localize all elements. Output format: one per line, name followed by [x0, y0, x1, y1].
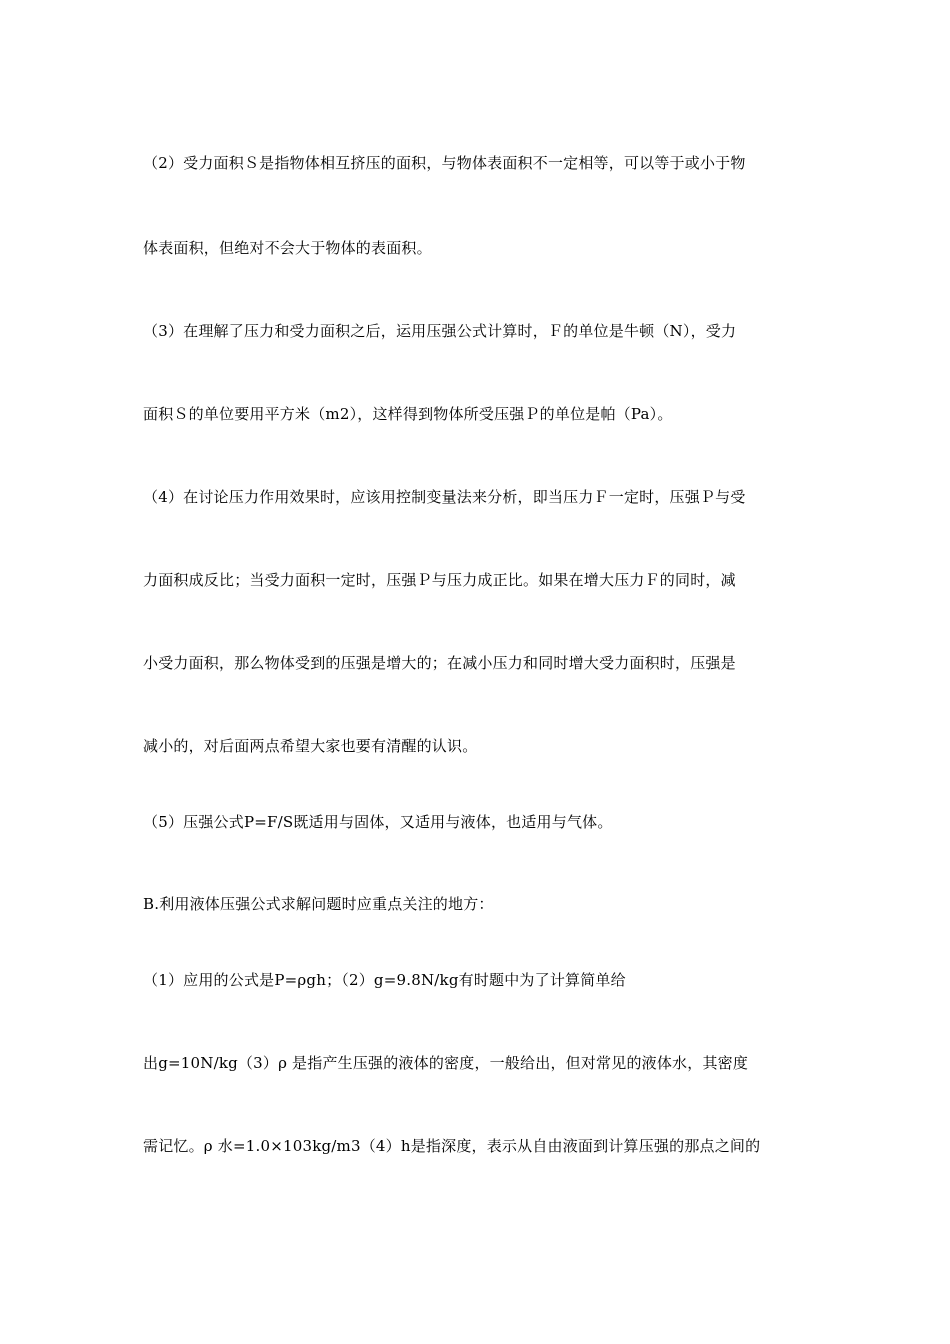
- paragraph-line: （2）受力面积Ｓ是指物体相互挤压的面积，与物体表面积不一定相等，可以等于或小于物: [143, 154, 746, 172]
- paragraph-line: 体表面积，但绝对不会大于物体的表面积。: [143, 239, 432, 257]
- paragraph-line: 减小的，对后面两点希望大家也要有清醒的认识。: [143, 737, 478, 755]
- paragraph-line: （3）在理解了压力和受力面积之后，运用压强公式计算时，Ｆ的单位是牛顿（N），受力: [143, 322, 737, 340]
- section-heading: B.利用液体压强公式求解问题时应重点关注的地方：: [143, 895, 494, 913]
- paragraph-line: 力面积成反比；当受力面积一定时，压强Ｐ与压力成正比。如果在增大压力Ｆ的同时，减: [143, 571, 736, 589]
- paragraph-line: 需记忆。ρ 水=1.0×103kg/m3（4）h是指深度，表示从自由液面到计算压强的那点之间的: [143, 1137, 761, 1155]
- paragraph-line: （4）在讨论压力作用效果时，应该用控制变量法来分析，即当压力Ｆ一定时，压强Ｐ与受: [143, 488, 746, 506]
- paragraph-line: 面积Ｓ的单位要用平方米（m2），这样得到物体所受压强Ｐ的单位是帕（Pa）。: [143, 405, 673, 423]
- paragraph-line: （1）应用的公式是P=ρgh；（2）g=9.8N/kg有时题中为了计算简单给: [143, 971, 626, 989]
- paragraph-line: 出g=10N/kg（3）ρ 是指产生压强的液体的密度，一般给出，但对常见的液体水，其密度: [143, 1054, 749, 1072]
- paragraph-line: 小受力面积，那么物体受到的压强是增大的；在减小压力和同时增大受力面积时，压强是: [143, 654, 736, 672]
- paragraph-line: （5）压强公式P=F/S既适用与固体，又适用与液体，也适用与气体。: [143, 813, 613, 831]
